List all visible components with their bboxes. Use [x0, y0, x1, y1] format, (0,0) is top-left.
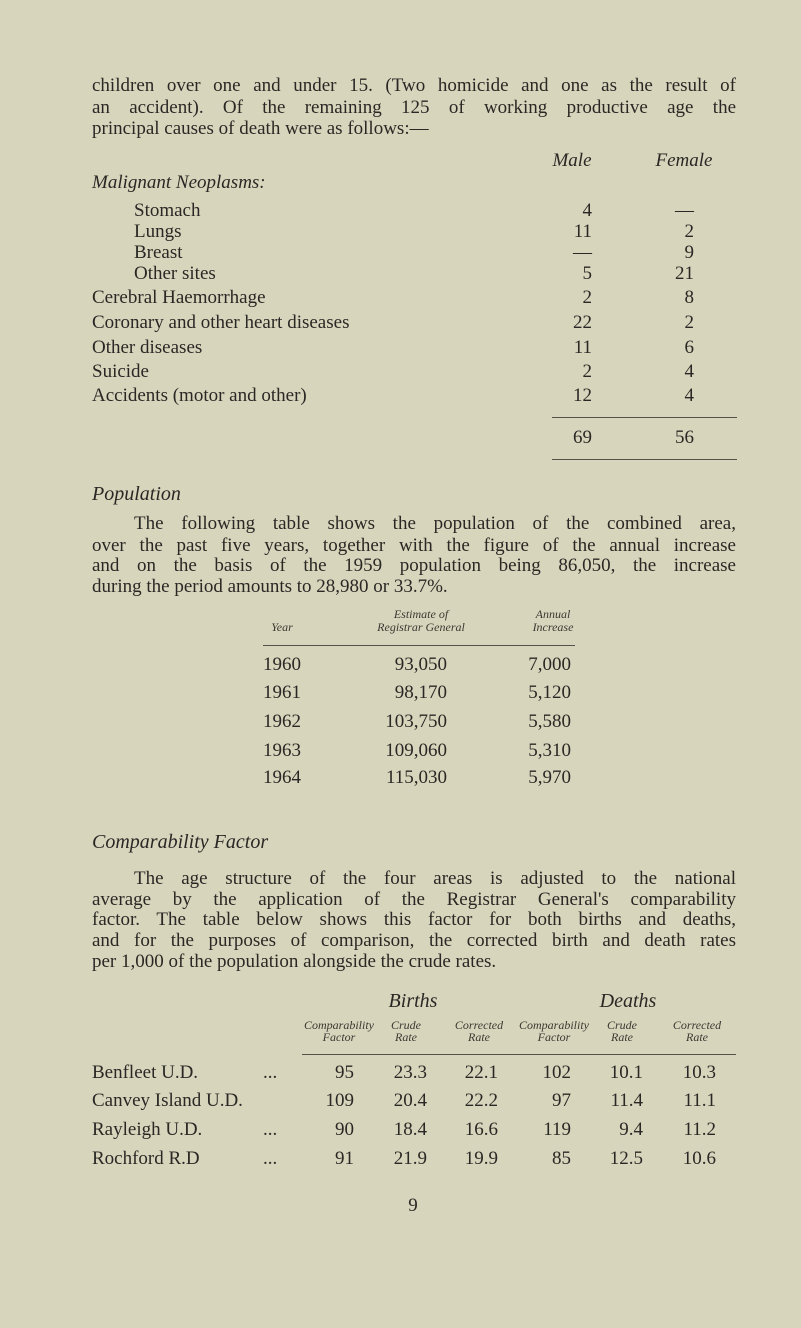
- estimate-cell: 115,030: [385, 767, 447, 788]
- female-count: 9: [684, 242, 694, 263]
- rate-cell: 21.9: [393, 1148, 427, 1169]
- subheader-line-2: Rate: [611, 1030, 633, 1044]
- male-count: 12: [573, 385, 592, 406]
- male-count: 11: [573, 337, 592, 358]
- area-name: Benfleet U.D.: [92, 1062, 199, 1083]
- male-count: 5: [582, 263, 592, 284]
- rate-cell: 22.2: [464, 1090, 498, 1111]
- rate-cell: 109: [325, 1090, 354, 1111]
- rate-cell: 11.4: [610, 1090, 643, 1111]
- total-male: 69: [573, 427, 592, 448]
- comparability-para-line: per 1,000 of the population alongside the crude rates.: [92, 951, 497, 972]
- female-count: 21: [675, 263, 694, 284]
- comparability-para-line: average by the application of the Registrar General's comparability: [92, 889, 736, 910]
- col-header-increase-2: Increase: [532, 620, 574, 634]
- increase-cell: 5,580: [528, 711, 571, 732]
- col-header-estimate-2: Registrar General: [377, 620, 465, 634]
- area-name: Rochford R.D: [92, 1148, 200, 1169]
- rate-cell: 91: [335, 1148, 354, 1169]
- intro-line: children over one and under 15. (Two homicide and one as the result of: [92, 75, 736, 96]
- subheader-line-1: Corrected: [672, 1018, 722, 1032]
- cause-label: Coronary and other heart diseases: [92, 312, 350, 333]
- rate-cell: 10.3: [682, 1062, 716, 1083]
- leader-dots: ...: [263, 1148, 278, 1169]
- page-number: 9: [408, 1195, 418, 1216]
- comparability-para-line: The age structure of the four areas is adjusted to the national: [134, 868, 736, 889]
- male-count: 2: [582, 287, 592, 308]
- rate-cell: 97: [552, 1090, 571, 1111]
- cause-label: Stomach: [134, 200, 201, 221]
- rate-cell: 20.4: [393, 1090, 427, 1111]
- population-para-line: during the period amounts to 28,980 or 33.7%.: [92, 576, 448, 597]
- cause-label: Other diseases: [92, 337, 203, 358]
- col-header-year: Year: [271, 620, 293, 634]
- rate-cell: 11.1: [683, 1090, 716, 1111]
- section-heading-comparability: Comparability Factor: [92, 831, 269, 853]
- year-cell: 1963: [263, 740, 301, 761]
- comparability-para-line: and for the purposes of comparison, the corrected birth and death rates: [92, 930, 736, 951]
- area-name: Canvey Island U.D.: [92, 1090, 243, 1111]
- total-rule-top: [552, 417, 737, 418]
- male-count: 11: [573, 221, 592, 242]
- year-cell: 1961: [263, 682, 301, 703]
- rate-cell: 9.4: [619, 1119, 643, 1140]
- year-cell: 1960: [263, 654, 301, 675]
- group-header-deaths: Deaths: [599, 990, 657, 1012]
- estimate-cell: 93,050: [394, 654, 447, 675]
- subheader-line-1: Comparability: [518, 1018, 590, 1032]
- cause-label: Lungs: [134, 221, 182, 242]
- rate-cell: 11.2: [683, 1119, 716, 1140]
- cause-label: Suicide: [92, 361, 149, 382]
- subheader-line-2: Rate: [395, 1030, 417, 1044]
- subheader-line-2: Factor: [322, 1030, 356, 1044]
- population-para-line: The following table shows the population of the combined area,: [134, 513, 736, 534]
- header-rule: [302, 1054, 736, 1055]
- rate-cell: 23.3: [393, 1062, 427, 1083]
- comparability-para-line: factor. The table below shows this factor for both births and deaths,: [92, 909, 736, 930]
- subheader-line-2: Rate: [686, 1030, 708, 1044]
- area-name: Rayleigh U.D.: [92, 1119, 203, 1140]
- leader-dots: ...: [263, 1119, 278, 1140]
- rate-cell: 19.9: [464, 1148, 498, 1169]
- intro-line: an accident). Of the remaining 125 of working productive age the: [92, 97, 736, 118]
- rate-cell: 85: [552, 1148, 571, 1169]
- group-header-births: Births: [388, 990, 438, 1012]
- year-cell: 1964: [263, 767, 301, 788]
- estimate-cell: 109,060: [385, 740, 447, 761]
- col-header-increase-1: Annual: [535, 607, 571, 621]
- female-count: 6: [684, 337, 694, 358]
- rate-cell: 22.1: [464, 1062, 498, 1083]
- female-count: 2: [684, 221, 694, 242]
- rate-cell: 102: [542, 1062, 571, 1083]
- rate-cell: 95: [335, 1062, 354, 1083]
- estimate-cell: 98,170: [394, 682, 447, 703]
- male-count: 2: [582, 361, 592, 382]
- leader-dots: ...: [263, 1062, 278, 1083]
- female-count: 8: [684, 287, 694, 308]
- male-count: 22: [573, 312, 592, 333]
- subheader-line-2: Rate: [468, 1030, 490, 1044]
- female-header: Female: [655, 150, 713, 171]
- female-count: —: [675, 200, 694, 221]
- total-female: 56: [675, 427, 694, 448]
- population-para-line: and on the basis of the 1959 population being 86,050, the increase: [92, 555, 736, 576]
- increase-cell: 5,120: [528, 682, 571, 703]
- intro-line: principal causes of death were as follows:—: [92, 118, 429, 139]
- cause-label: Other sites: [134, 263, 216, 284]
- rate-cell: 90: [335, 1119, 354, 1140]
- subheader-line-1: Crude: [391, 1018, 421, 1032]
- total-rule-bottom: [552, 459, 737, 460]
- subheader-line-2: Factor: [537, 1030, 571, 1044]
- cause-label: Cerebral Haemorrhage: [92, 287, 266, 308]
- male-count: —: [573, 242, 592, 263]
- cause-label: Breast: [134, 242, 183, 263]
- section-heading-population: Population: [92, 483, 181, 505]
- female-count: 4: [684, 385, 694, 406]
- year-cell: 1962: [263, 711, 301, 732]
- subheader-line-1: Comparability: [303, 1018, 375, 1032]
- female-count: 4: [684, 361, 694, 382]
- increase-cell: 5,310: [528, 740, 571, 761]
- rate-cell: 12.5: [609, 1148, 643, 1169]
- rate-cell: 16.6: [464, 1119, 498, 1140]
- rate-cell: 119: [543, 1119, 571, 1140]
- rate-cell: 10.6: [682, 1148, 716, 1169]
- subheader-line-1: Crude: [607, 1018, 637, 1032]
- group-label: Malignant Neoplasms:: [92, 172, 266, 193]
- rate-cell: 18.4: [393, 1119, 427, 1140]
- estimate-cell: 103,750: [385, 711, 447, 732]
- increase-cell: 7,000: [528, 654, 571, 675]
- female-count: 2: [684, 312, 694, 333]
- col-header-estimate-1: Estimate of: [393, 607, 449, 621]
- rate-cell: 10.1: [609, 1062, 643, 1083]
- population-para-line: over the past five years, together with the figure of the annual increase: [92, 535, 736, 556]
- subheader-line-1: Corrected: [454, 1018, 504, 1032]
- header-rule: [263, 645, 575, 646]
- increase-cell: 5,970: [528, 767, 571, 788]
- male-count: 4: [582, 200, 592, 221]
- cause-label: Accidents (motor and other): [92, 385, 307, 406]
- male-header: Male: [552, 150, 592, 171]
